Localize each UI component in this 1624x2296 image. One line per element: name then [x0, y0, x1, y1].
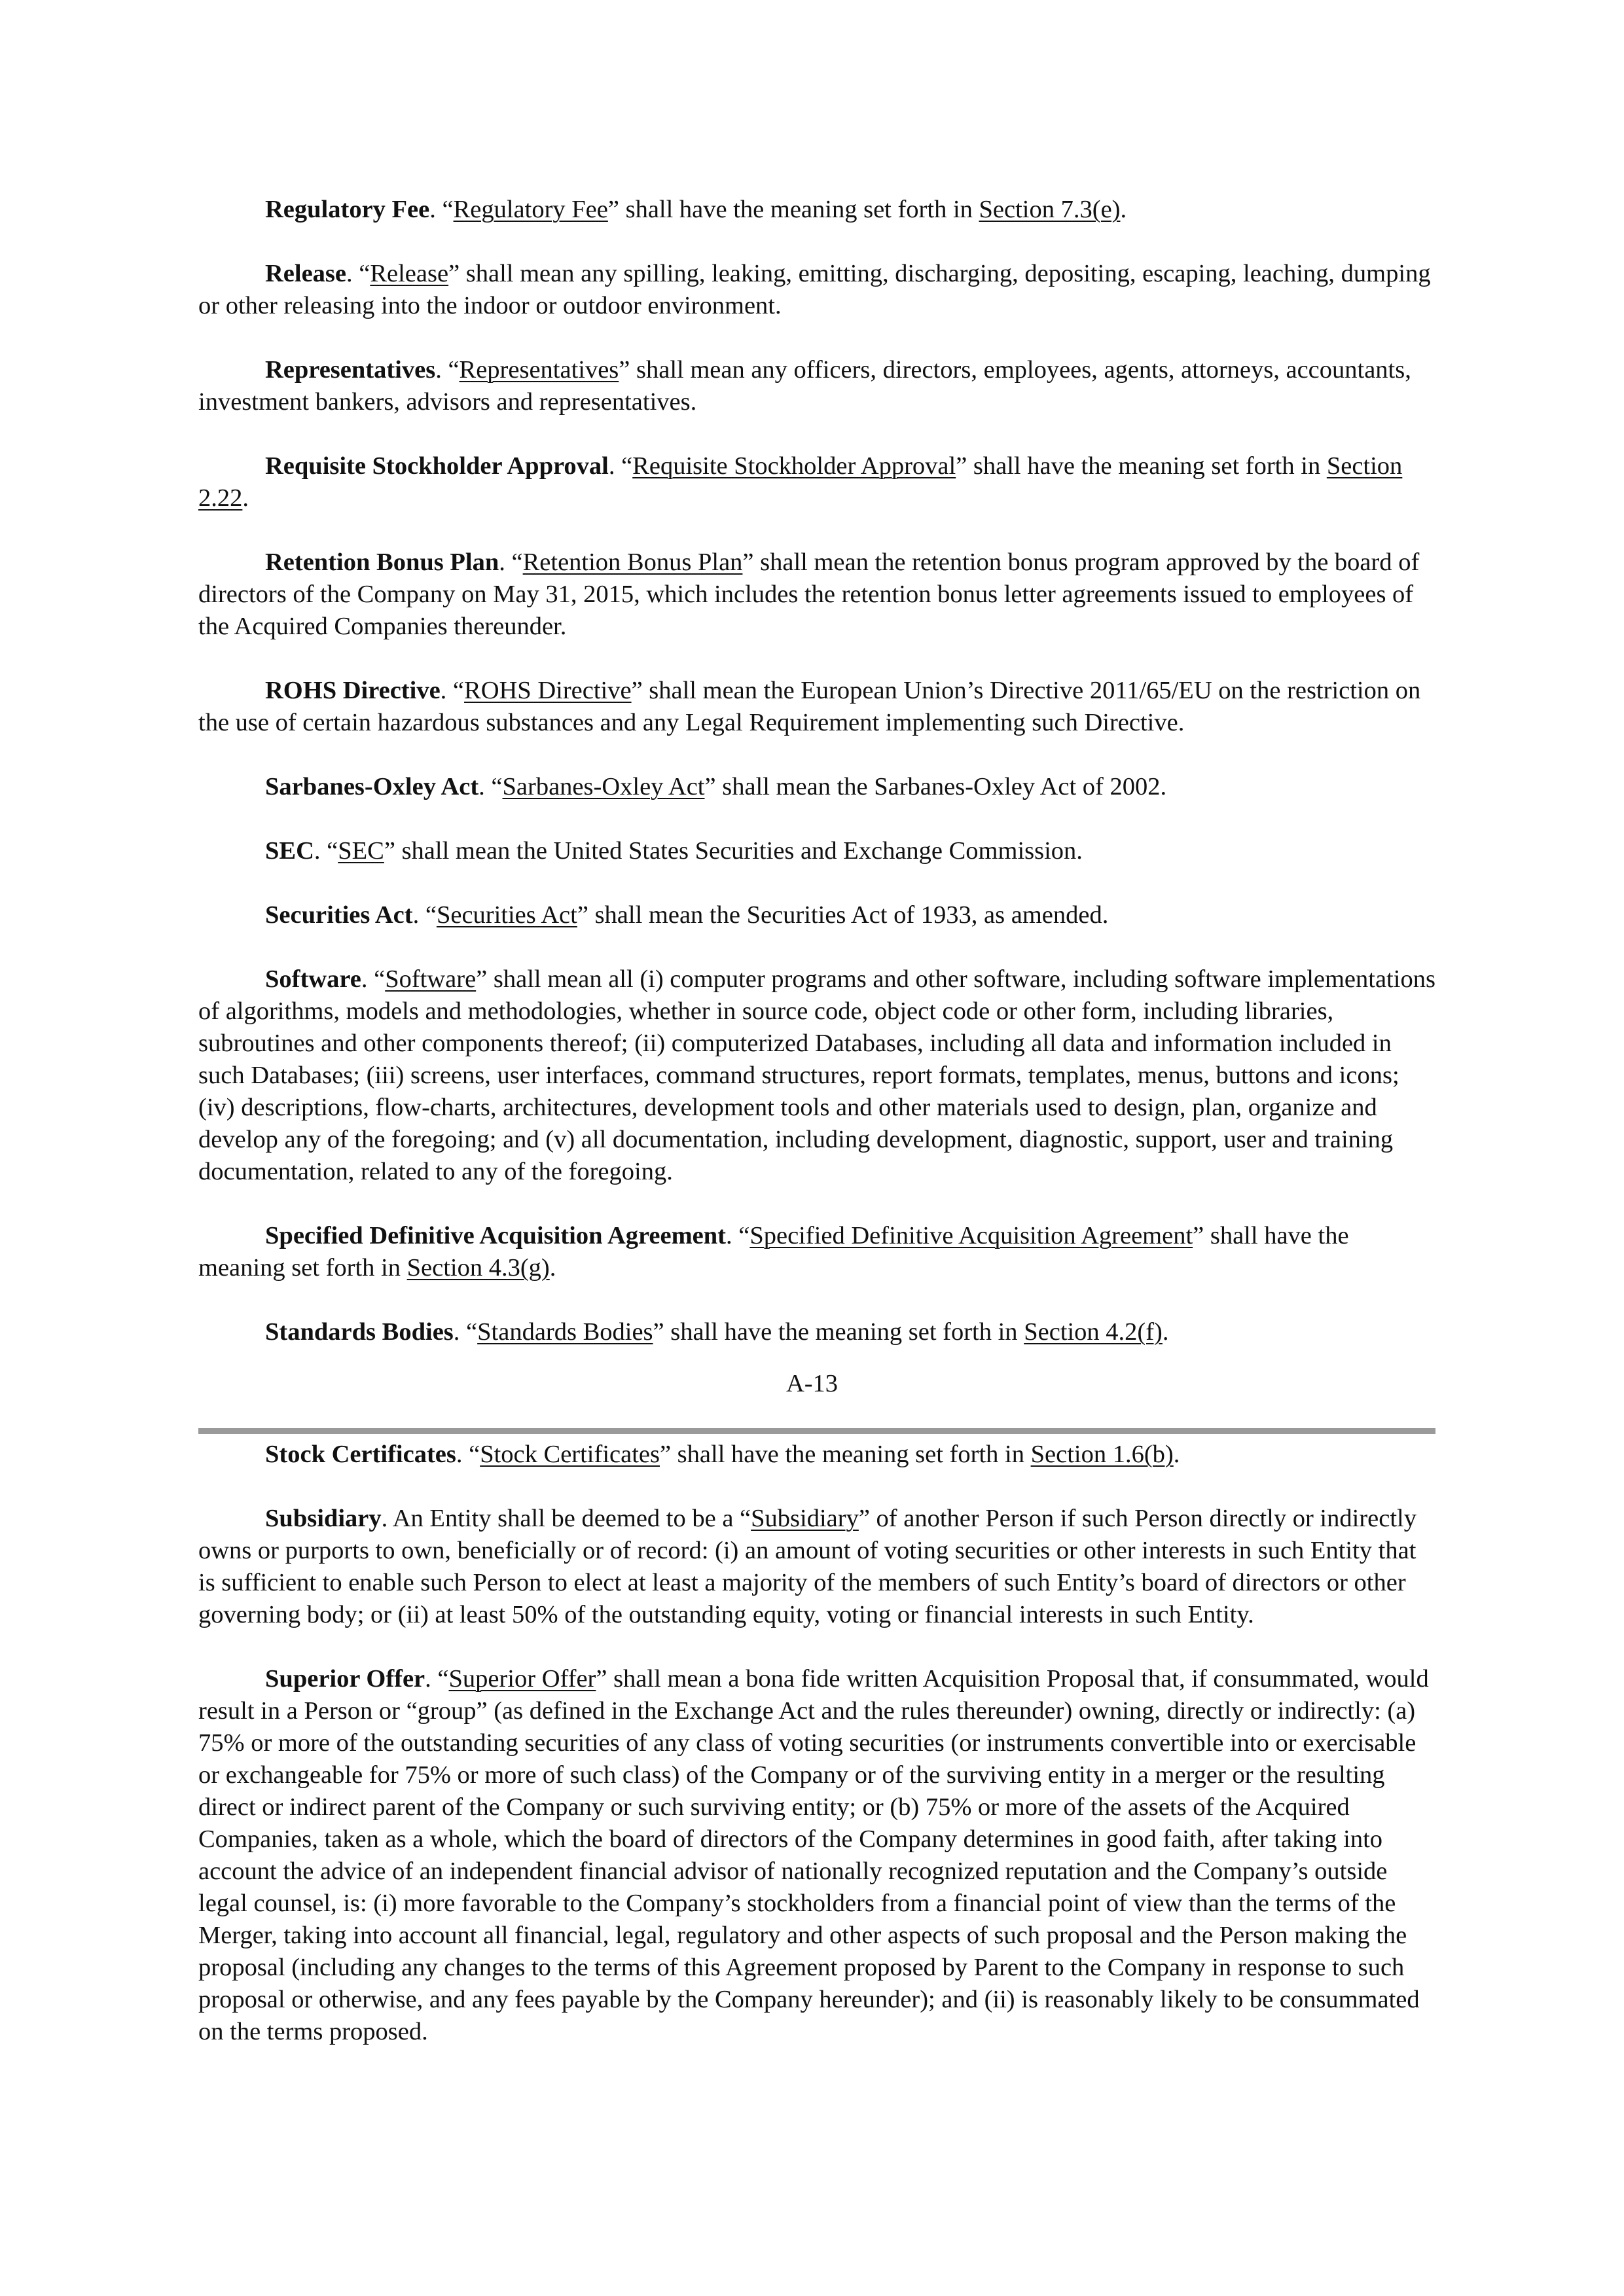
defined-term-quoted: Stock Certificates	[480, 1441, 660, 1468]
defined-term-quoted: Sarbanes-Oxley Act	[502, 773, 705, 800]
definition-term: Stock Certificates	[265, 1441, 456, 1468]
defined-term-quoted: Release	[370, 260, 449, 287]
definition-representatives: Representatives. “Representatives” shall mean any officers, directors, employees, agents, attorneys, accountants, investment bankers, advisors and representatives.	[198, 356, 1411, 416]
section-reference: Section 2.22	[198, 452, 1403, 512]
definition-standards-bodies: Standards Bodies. “Standards Bodies” shall have the meaning set forth in Section 4.2(f).	[265, 1318, 1169, 1346]
defined-term-quoted: Subsidiary	[751, 1505, 859, 1532]
definition-term: Specified Definitive Acquisition Agreement	[265, 1222, 726, 1249]
definition-release: Release. “Release” shall mean any spilling, leaking, emitting, discharging, depositing, escaping, leaching, dumping or other releasing into the indoor or outdoor environment.	[198, 260, 1431, 319]
defined-term-quoted: Superior Offer	[448, 1665, 596, 1693]
section-reference: Section 1.6(b)	[1030, 1441, 1174, 1468]
defined-term-quoted: Securities Act	[436, 901, 577, 929]
page-number: A-13	[785, 1370, 839, 1397]
definition-term: Securities Act	[265, 901, 413, 929]
definition-superior-offer: Superior Offer. “Superior Offer” shall mean a bona fide written Acquisition Proposal that, if consummated, would result in a Person or “group” (as defined in the Exchange Act and the rules thereunder) owning, directly or indirectly: (a) 75% or more of the outstanding securities of any class of voting securities (or instruments convertible into or exercisable or exchangeable for 75% or more of such class) of the Company or of the surviving entity in a merger or the resulting direct or indirect parent of the Company or such surviving entity; or (b) 75% or more of the assets of the Acquired Companies, taken as a whole, which the board of directors of the Company determines in good faith, after taking into account the advice of an independent financial advisor of nationally recognized reputation and the Company’s outside legal counsel, is: (i) more favorable to the Company’s stockholders from a financial point of view than the terms of the Merger, taking into account all financial, legal, regulatory and other aspects of such proposal and the Person making the proposal (including any changes to the terms of this Agreement proposed by Parent to the Company in response to such proposal or otherwise, and any fees payable by the Company hereunder); and (ii) is reasonably likely to be consummated on the terms proposed.	[198, 1665, 1429, 2045]
definition-specified-definitive-acquisition-agreement: Specified Definitive Acquisition Agreement. “Specified Definitive Acquisition Agreement” shall have the meaning set forth in Section 4.3(g).	[198, 1222, 1349, 1282]
page-break-divider	[198, 1428, 1435, 1434]
definition-retention-bonus-plan: Retention Bonus Plan. “Retention Bonus Plan” shall mean the retention bonus program approved by the board of directors of the Company on May 31, 2015, which includes the retention bonus letter agreements issued to employees of the Acquired Companies thereunder.	[198, 548, 1420, 640]
defined-term-quoted: Regulatory Fee	[453, 196, 608, 223]
definition-software: Software. “Software” shall mean all (i) computer programs and other software, including software implementations of algorithms, models and methodologies, whether in source code, object code or other form, including libraries, subroutines and other components thereof; (ii) computerized Databases, including all data and information included in such Databases; (iii) screens, user interfaces, command structures, report formats, templates, menus, buttons and icons; (iv) descriptions, flow-charts, architectures, development tools and other materials used to design, plan, organize and develop any of the foregoing; and (v) all documentation, including development, diagnostic, support, user and training documentation, related to any of the foregoing.	[198, 965, 1435, 1185]
definition-subsidiary: Subsidiary. An Entity shall be deemed to be a “Subsidiary” of another Person if such Person directly or indirectly owns or purports to own, beneficially or of record: (i) an amount of voting securities or other interests in such Entity that is sufficient to enable such Person to elect at least a majority of the members of such Entity’s board of directors or other governing body; or (ii) at least 50% of the outstanding equity, voting or financial interests in such Entity.	[198, 1505, 1416, 1628]
definition-regulatory-fee: Regulatory Fee. “Regulatory Fee” shall have the meaning set forth in Section 7.3(e).	[265, 196, 1127, 223]
defined-term-quoted: Standards Bodies	[477, 1318, 653, 1346]
definition-sec: SEC. “SEC” shall mean the United States Securities and Exchange Commission.	[265, 837, 1083, 865]
definition-sarbanes-oxley-act: Sarbanes-Oxley Act. “Sarbanes-Oxley Act” shall mean the Sarbanes-Oxley Act of 2002.	[265, 773, 1167, 800]
definition-stock-certificates: Stock Certificates. “Stock Certificates” shall have the meaning set forth in Section 1.6(b).	[265, 1441, 1180, 1468]
definition-term: Release	[265, 260, 346, 287]
definition-term: Representatives	[265, 356, 436, 384]
definition-term: SEC	[265, 837, 314, 865]
definition-securities-act: Securities Act. “Securities Act” shall mean the Securities Act of 1933, as amended.	[265, 901, 1109, 929]
definition-term: Retention Bonus Plan	[265, 548, 499, 576]
definition-term: Superior Offer	[265, 1665, 425, 1693]
section-reference: Section 4.3(g)	[406, 1254, 550, 1282]
definition-requisite-stockholder-approval: Requisite Stockholder Approval. “Requisite Stockholder Approval” shall have the meaning set forth in Section 2.22.	[198, 452, 1403, 512]
section-reference: Section 4.2(f)	[1024, 1318, 1163, 1346]
definitions-section-page-a13	[198, 194, 1435, 1380]
definition-term: Regulatory Fee	[265, 196, 430, 223]
defined-term-quoted: Retention Bonus Plan	[522, 548, 743, 576]
definition-term: ROHS Directive	[265, 677, 441, 704]
defined-term-quoted: Specified Definitive Acquisition Agreement	[749, 1222, 1193, 1249]
definition-term: Standards Bodies	[265, 1318, 454, 1346]
defined-term-quoted: Representatives	[459, 356, 619, 384]
defined-term-quoted: Requisite Stockholder Approval	[632, 452, 956, 480]
definition-term: Sarbanes-Oxley Act	[265, 773, 479, 800]
defined-term-quoted: Software	[385, 965, 477, 993]
definition-rohs-directive: ROHS Directive. “ROHS Directive” shall mean the European Union’s Directive 2011/65/EU on the restriction on the use of certain hazardous substances and any Legal Requirement implementing such Directive.	[198, 677, 1421, 736]
definition-term: Software	[265, 965, 361, 993]
defined-term-quoted: ROHS Directive	[464, 677, 632, 704]
definition-term: Subsidiary	[265, 1505, 382, 1532]
definitions-section-next-page	[198, 1439, 1435, 2080]
definition-term: Requisite Stockholder Approval	[265, 452, 609, 480]
section-reference: Section 7.3(e)	[979, 196, 1121, 223]
defined-term-quoted: SEC	[338, 837, 384, 865]
